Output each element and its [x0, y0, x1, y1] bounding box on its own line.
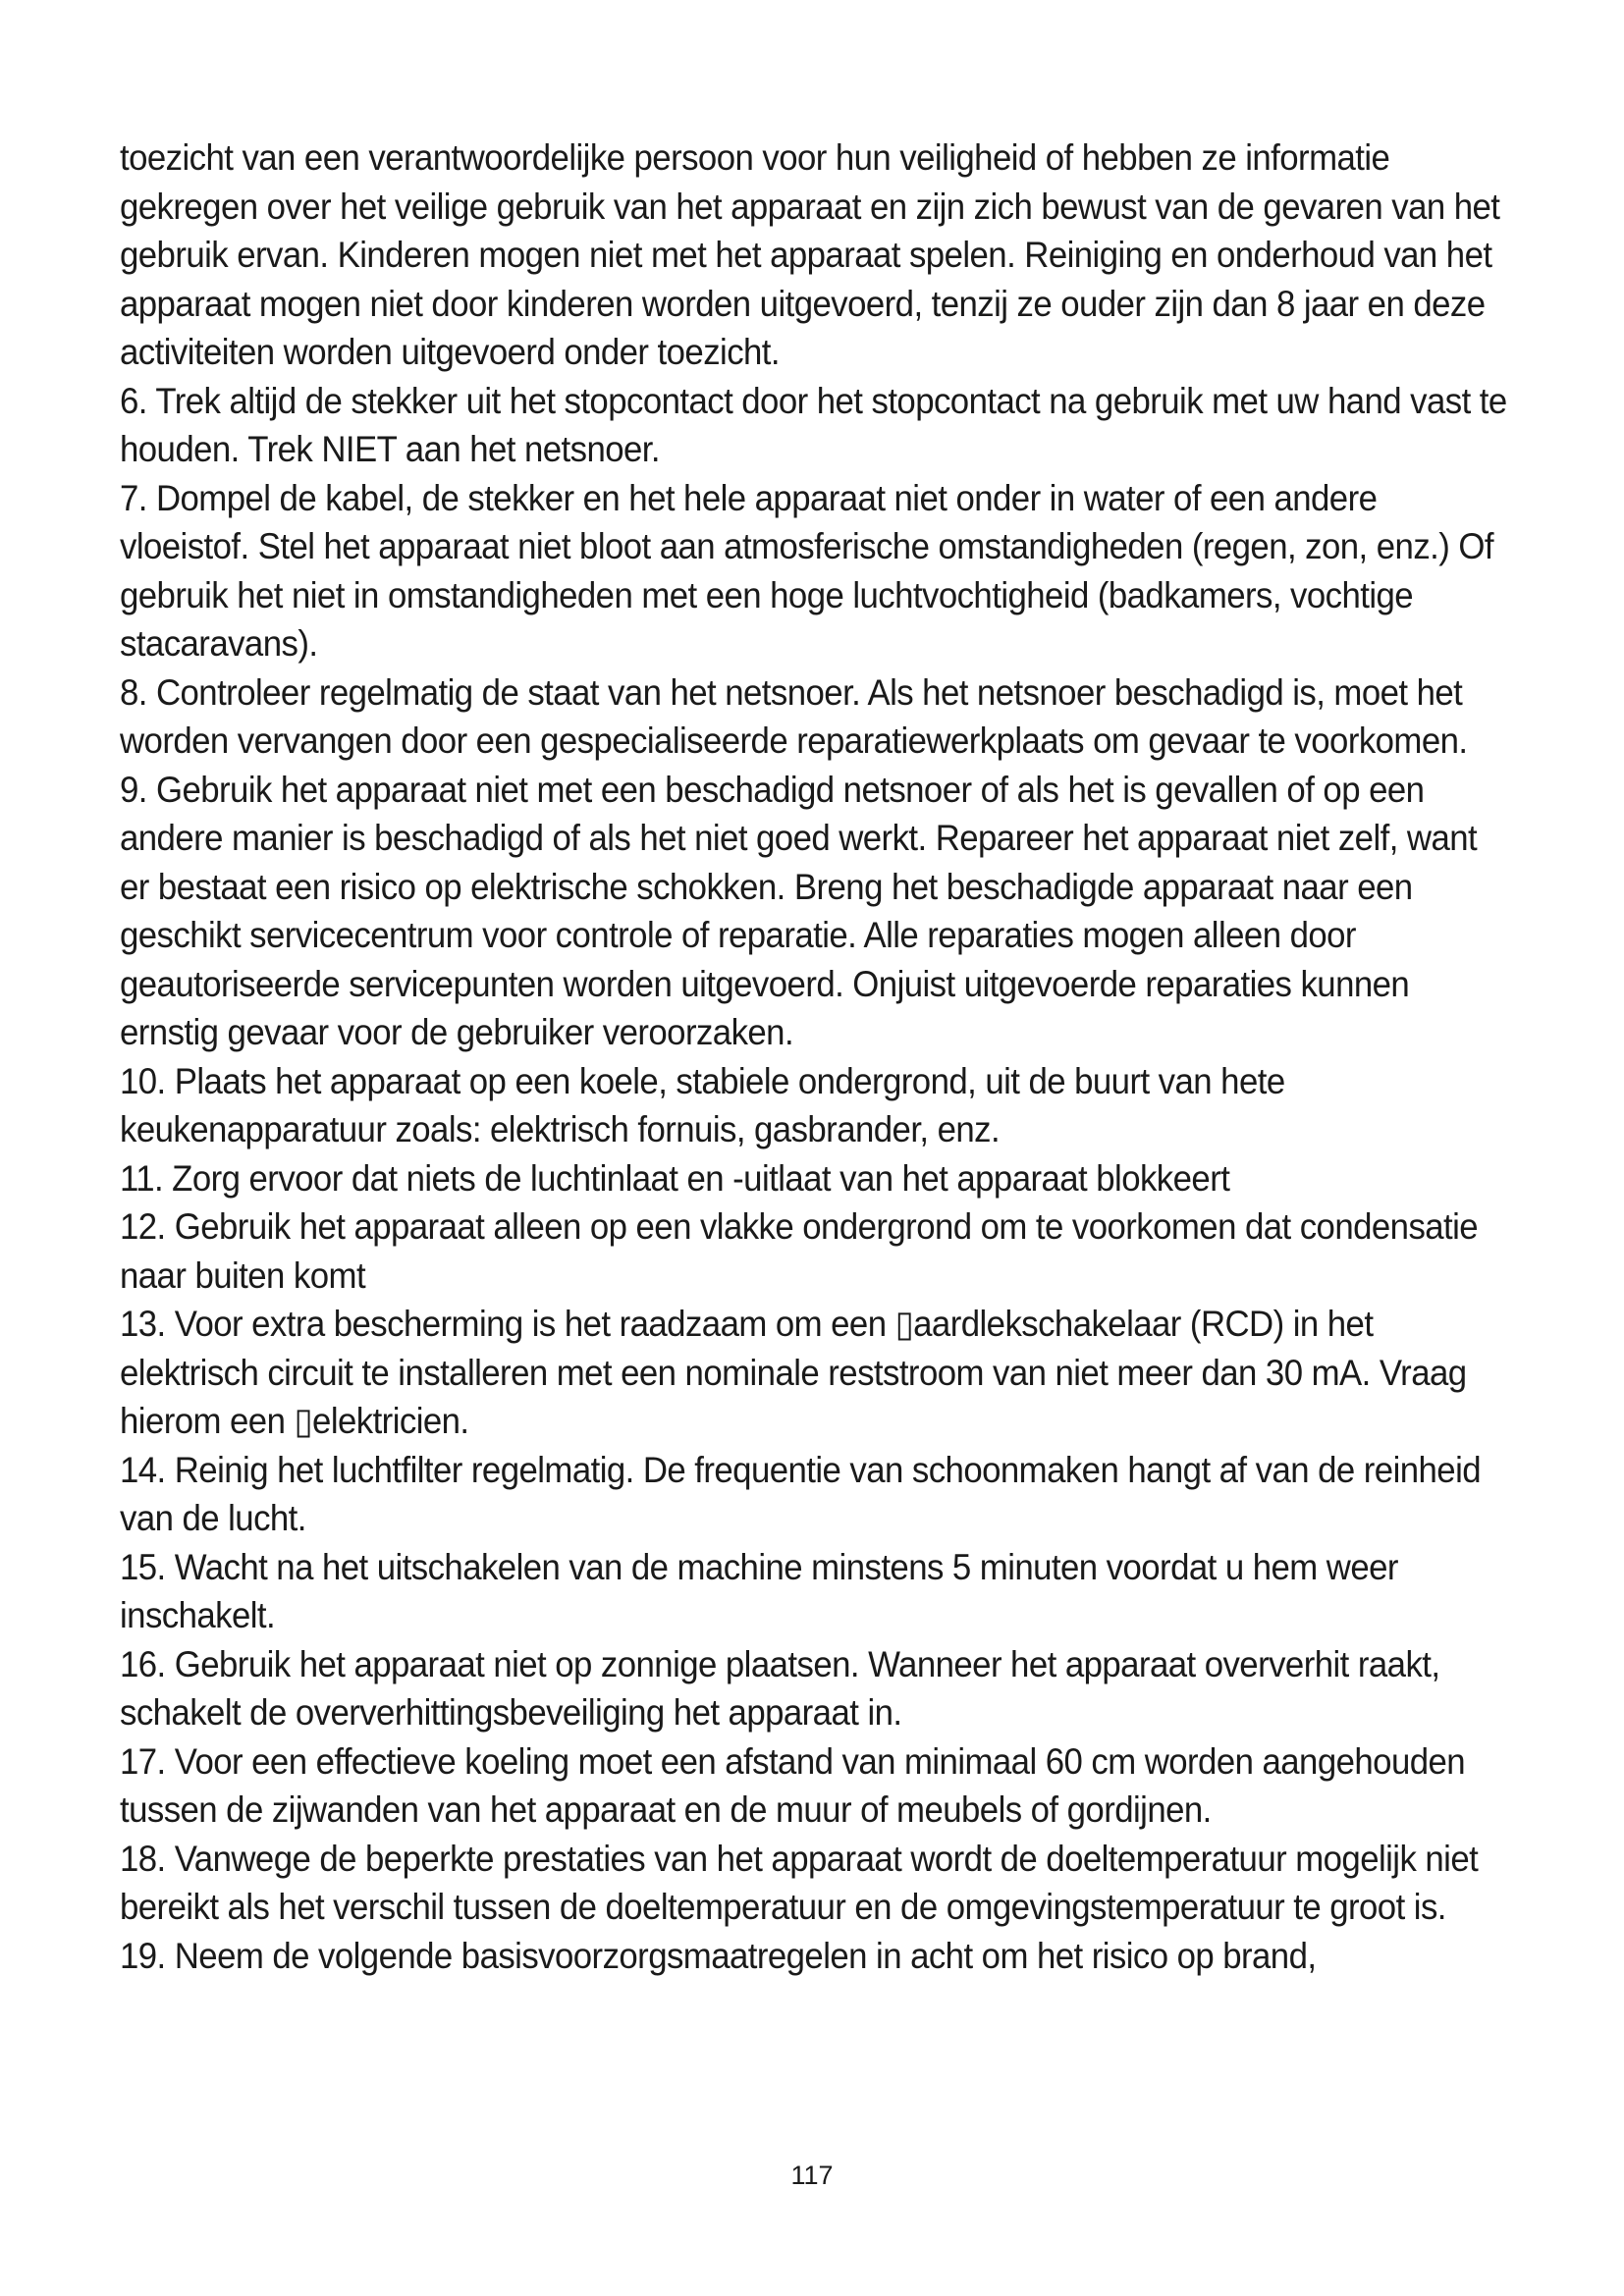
- paragraph-item-6: 6. Trek altijd de stekker uit het stopcontact door het stopcontact na gebruik met uw hand vast te houden. Trek NIET aan het netsnoer.: [120, 380, 1507, 469]
- paragraph-item-9: 9. Gebruik het apparaat niet met een beschadigd netsnoer of als het is gevallen of op een andere manier is beschadigd of als het niet goed werkt. Repareer het apparaat niet zelf, want er bestaat een risico op elektrische schokken. Breng het beschadigde apparaat naar een geschikt servicecentrum voor controle of reparatie. Alle reparaties mogen alleen door geautoriseerde servicepunten worden uitgevoerd. Onjuist uitgevoerde reparaties kunnen ernstig gevaar voor de gebruiker veroorzaken.: [120, 769, 1478, 1052]
- paragraph-item-14: 14. Reinig het luchtfilter regelmatig. De frequentie van schoonmaken hangt af van de reinheid van de lucht.: [120, 1449, 1482, 1538]
- paragraph-item-15: 15. Wacht na het uitschakelen van de machine minstens 5 minuten voordat u hem weer inschakelt.: [120, 1546, 1398, 1635]
- paragraph-item-10: 10. Plaats het apparaat op een koele, stabiele ondergrond, uit de buurt van hete keukenapparatuur zoals: elektrisch fornuis, gasbrander, enz.: [120, 1060, 1285, 1149]
- paragraph-item-8: 8. Controleer regelmatig de staat van het netsnoer. Als het netsnoer beschadigd is, moet het worden vervangen door een gespecialiseerde reparatiewerkplaats om gevaar te voorkomen.: [120, 671, 1468, 761]
- paragraph-item-11: 11. Zorg ervoor dat niets de luchtinlaat en -uitlaat van het apparaat blokkeert: [120, 1157, 1230, 1199]
- paragraph-item-7: 7. Dompel de kabel, de stekker en het hele apparaat niet onder in water of een andere vloeistof. Stel het apparaat niet bloot aan atmosferische omstandigheden (regen, zon, enz.) Of gebruik het niet in omstandigheden met een hoge luchtvochtigheid (badkamers, vochtige stacaravans).: [120, 477, 1493, 664]
- paragraph-item-18: 18. Vanwege de beperkte prestaties van het apparaat wordt de doeltemperatuur mogelijk niet bereikt als het verschil tussen de doeltemperatuur en de omgevingstemperatuur te groot is.: [120, 1838, 1479, 1927]
- paragraph-item-17: 17. Voor een effectieve koeling moet een afstand van minimaal 60 cm worden aangehouden tussen de zijwanden van het apparaat en de muur of meubels of gordijnen.: [120, 1740, 1466, 1830]
- paragraph-continuation: toezicht van een verantwoordelijke persoon voor hun veiligheid of hebben ze informatie gekregen over het veilige gebruik van het apparaat en zijn zich bewust van de gevaren van het gebruik ervan. Kinderen mogen niet met het apparaat spelen. Reiniging en onderhoud van het apparaat mogen niet door kinderen worden uitgevoerd, tenzij ze ouder zijn dan 8 jaar en deze activiteiten worden uitgevoerd onder toezicht.: [120, 137, 1500, 372]
- document-body: [120, 133, 1507, 1980]
- paragraph-item-13: 13. Voor extra bescherming is het raadzaam om een ▯aardlekschakelaar (RCD) in het elektrisch circuit te installeren met een nominale reststroom van niet meer dan 30 mA. Vraag hierom een ▯elektricien.: [120, 1304, 1467, 1441]
- paragraph-item-19: 19. Neem de volgende basisvoorzorgsmaatregelen in acht om het risico op brand,: [120, 1935, 1317, 1976]
- paragraph-item-16: 16. Gebruik het apparaat niet op zonnige plaatsen. Wanneer het apparaat oververhit raakt, schakelt de oververhittingsbeveiliging het apparaat in.: [120, 1643, 1440, 1733]
- paragraph-item-12: 12. Gebruik het apparaat alleen op een vlakke ondergrond om te voorkomen dat condensatie naar buiten komt: [120, 1206, 1479, 1296]
- page-number: 117: [790, 2161, 834, 2190]
